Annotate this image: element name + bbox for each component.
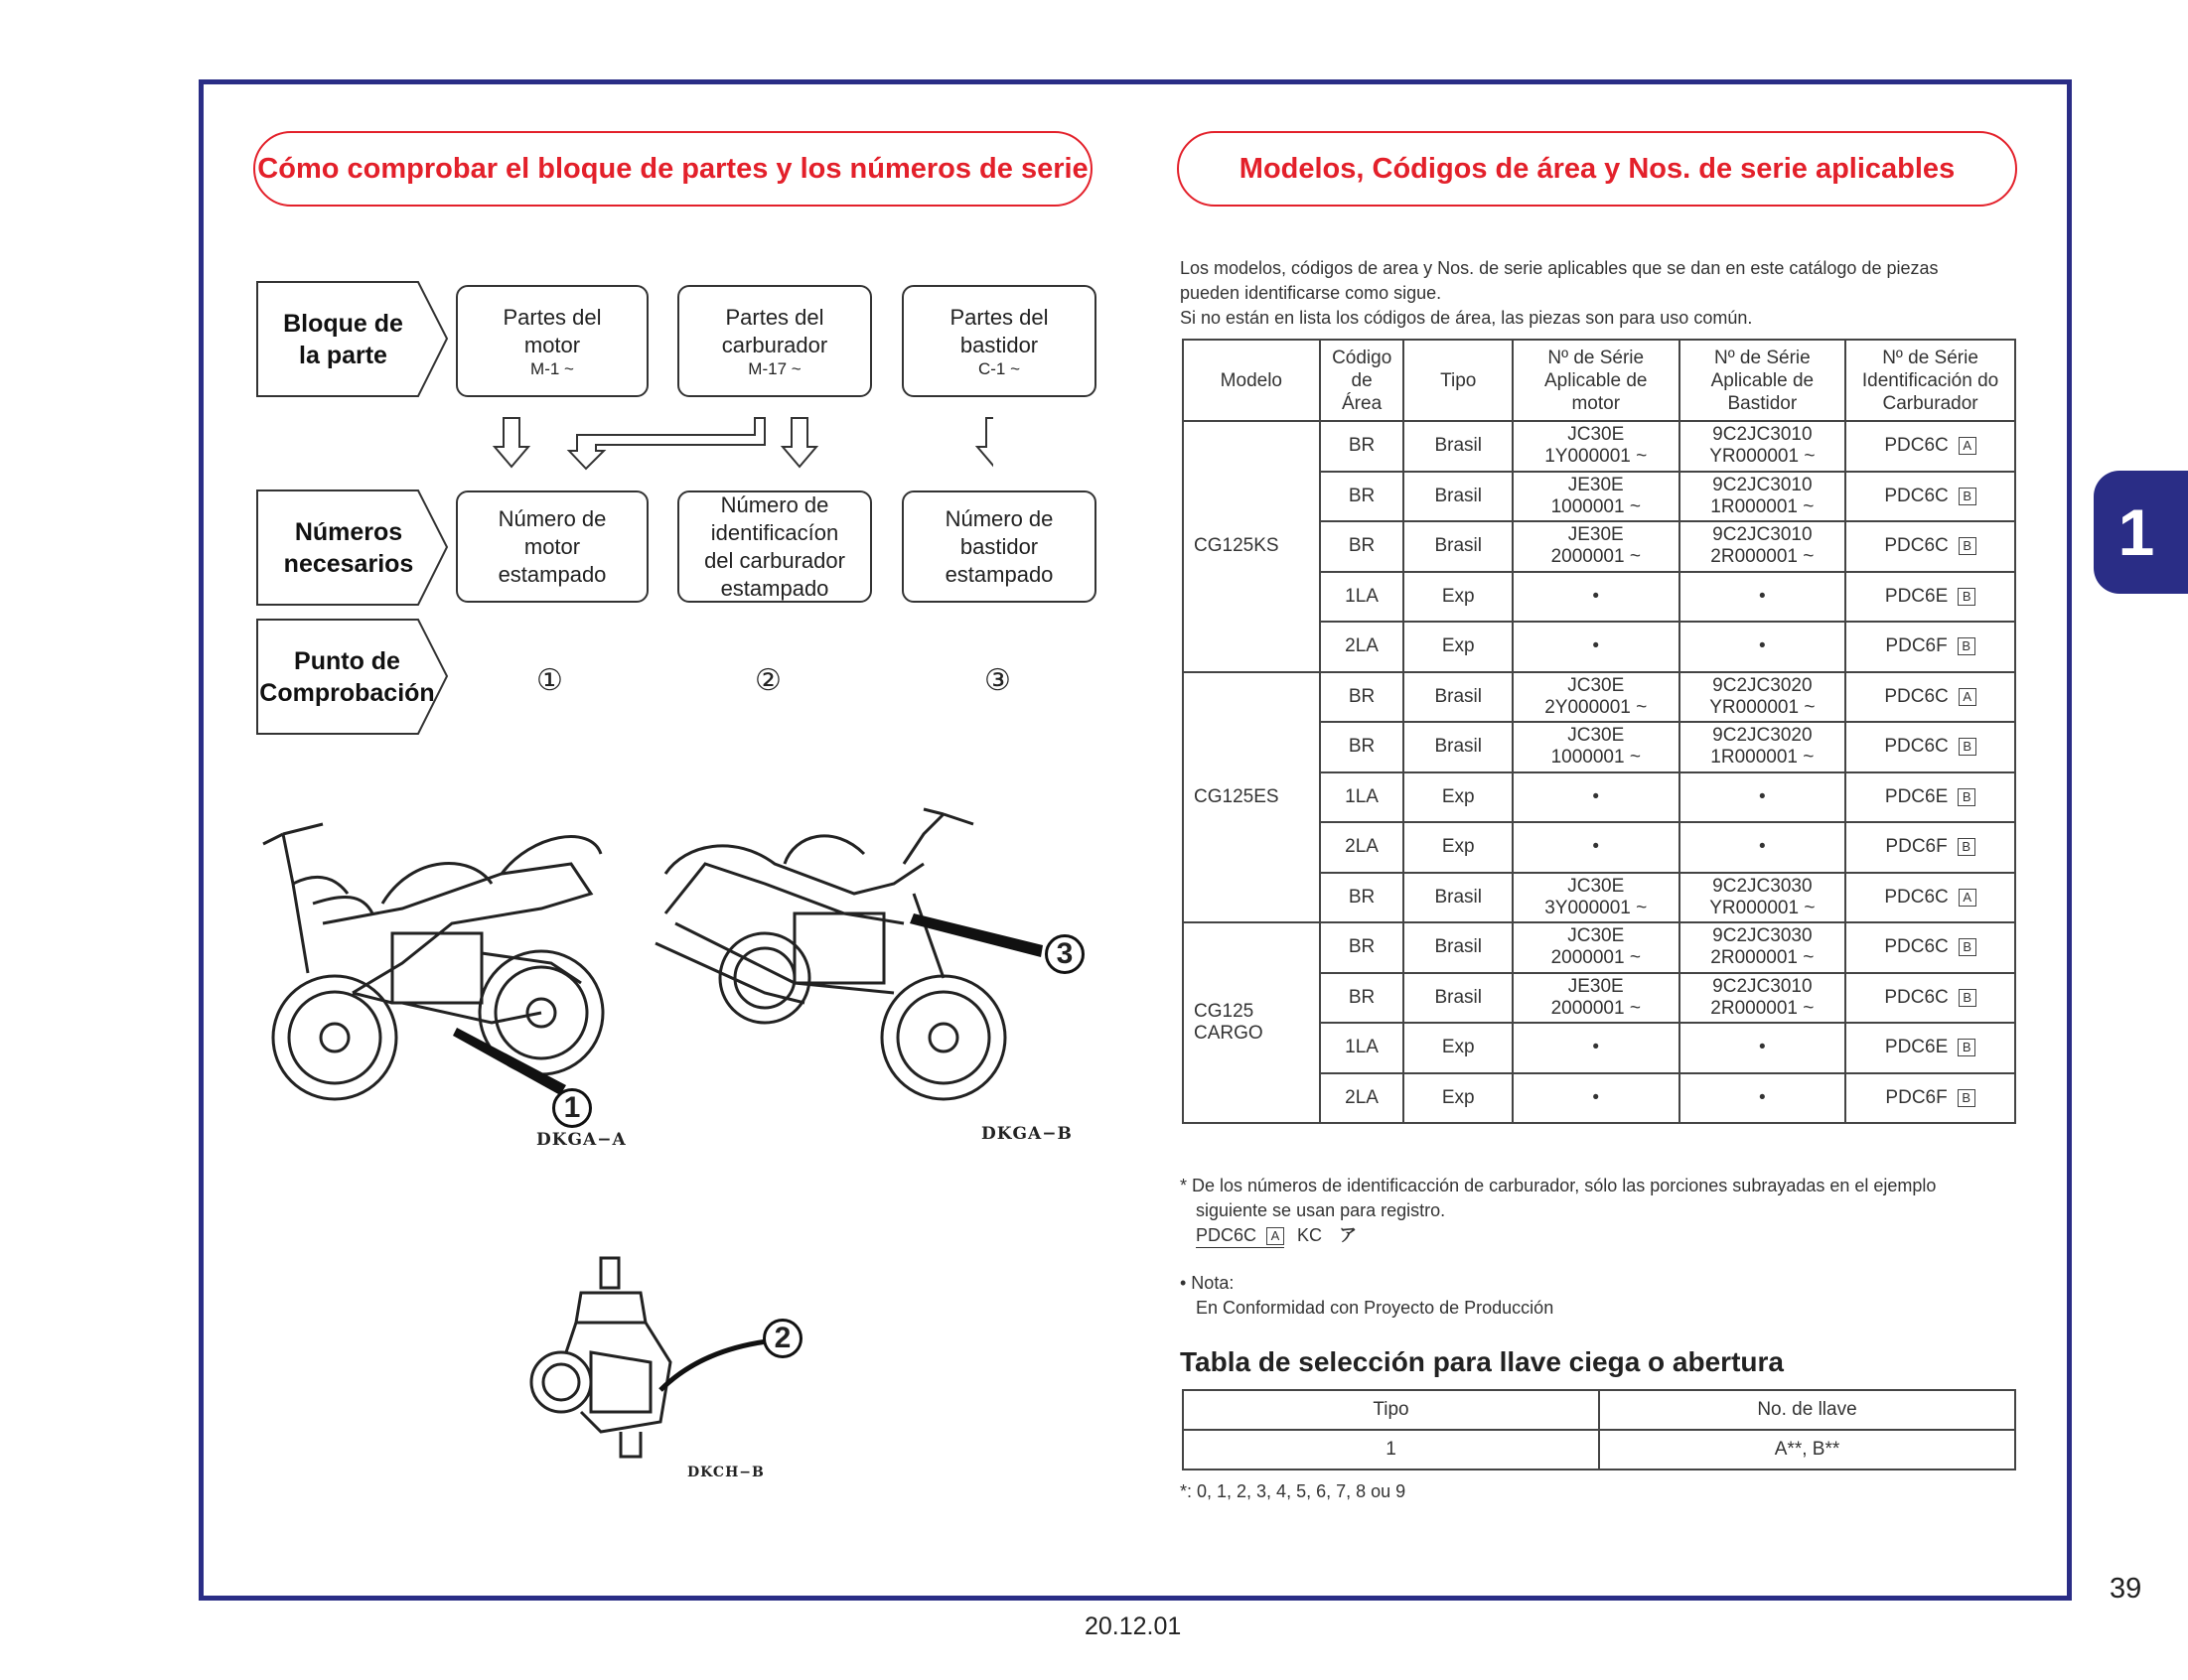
motor-serial-cell [1513,772,1679,823]
motor-serial-line-1: JC30E [1567,875,1625,897]
motor-serial-line-2: 3Y000001 ~ [1544,897,1648,918]
motor-serial-cell [1513,722,1679,772]
carburador-cell [1845,421,2015,472]
model-cell [1183,421,1320,672]
number-box-motor [456,490,649,603]
carburador-mark: A [1959,889,1976,907]
bastidor-serial-cell [1679,822,1846,873]
carburador-cell [1845,1023,2015,1073]
number-box-carburador [677,490,872,603]
number-box-bastidor [902,490,1096,603]
part-motor-code: M-1 ~ [530,358,574,378]
area-cell: 1LA [1320,572,1404,623]
carburador-cell [1845,521,2015,572]
model-name: CG125ES [1194,785,1279,807]
tipo-cell: Brasil [1403,922,1512,973]
motor-serial-cell [1513,1073,1679,1124]
bast-serial-line-2: 2R000001 ~ [1710,546,1815,568]
carburador-cell [1845,873,2015,923]
bast-serial-line-2: YR000001 ~ [1709,446,1816,468]
motor-serial-cell [1513,922,1679,973]
motor-serial-line-1: JE30E [1567,474,1624,495]
models-table-body [1183,421,2015,1123]
intro-line-3: Si no están en lista los códigos de área, las piezas son para uso común. [1180,308,1753,328]
tipo-cell: Exp [1403,622,1512,672]
tipo-cell: Brasil [1403,421,1512,472]
chapter-tab: 1 [2094,471,2188,594]
tipo-cell: Exp [1403,822,1512,873]
bastidor-serial-cell [1679,421,1846,472]
area-cell: 2LA [1320,622,1404,672]
check-point-2: ② [755,664,782,697]
carburador-mark: A [1959,437,1976,455]
carburador-code: PDC6C [1884,485,1949,506]
carburador-code: PDC6F [1885,635,1948,657]
bast-serial-line-2: 1R000001 ~ [1710,495,1815,517]
motor-serial-line-1: • [1592,785,1600,807]
row-header-bloque-label: Bloque de la parte [283,309,403,369]
area-cell: BR [1320,521,1404,572]
bastidor-serial-cell [1679,722,1846,772]
bastidor-serial-cell [1679,772,1846,823]
table-row [1183,672,2015,723]
motor-serial-line-1: • [1592,635,1600,657]
carburador-cell [1845,672,2015,723]
motor-serial-cell [1513,421,1679,472]
carburador-code: PDC6C [1884,886,1949,908]
motor-serial-cell [1513,572,1679,623]
row-header-numeros [256,490,449,606]
motor-serial-cell [1513,1023,1679,1073]
motor-serial-cell [1513,973,1679,1024]
motor-serial-cell [1513,672,1679,723]
row-header-numeros-label: Números necesarios [283,517,414,578]
bast-serial-line-2: 2R000001 ~ [1710,997,1815,1019]
check-point-1: ① [536,664,563,697]
area-cell: BR [1320,672,1404,723]
example-underlined [1196,1225,1284,1248]
carburador-cell [1845,722,2015,772]
motor-serial-line-2: 1000001 ~ [1550,495,1641,517]
bast-serial-line-1: 9C2JC3030 [1712,875,1813,897]
carburador-cell [1845,822,2015,873]
nota-block [1180,1271,1553,1321]
footnote-line-2: siguiente se usan para registro. [1196,1200,1446,1220]
carburador-cell [1845,772,2015,823]
bast-serial-line-1: 9C2JC3010 [1712,524,1813,546]
part-box-motor [456,285,649,397]
part-bastidor-code: C-1 ~ [977,358,1021,378]
model-name: CG125KS [1194,535,1279,557]
bast-serial-line-2: YR000001 ~ [1709,897,1816,918]
part-carburador-label: Partes del carburador [721,304,828,357]
tipo-cell: Brasil [1403,722,1512,772]
carburador-cell [1845,922,2015,973]
motor-serial-line-1: JC30E [1567,925,1625,947]
bast-serial-line-1: 9C2JC3010 [1712,424,1813,446]
motor-serial-line-1: JC30E [1567,725,1625,747]
motor-serial-line-1: JE30E [1567,524,1624,546]
bast-serial-line-1: 9C2JC3020 [1712,674,1813,696]
callout-3: 3 [1045,934,1085,974]
carburador-mark: B [1959,989,1976,1007]
motor-serial-line-1: JE30E [1567,975,1624,997]
footnote-example [1180,1223,1936,1248]
bastidor-serial-cell [1679,873,1846,923]
bastidor-serial-cell [1679,472,1846,522]
part-box-bastidor [902,285,1096,397]
bast-serial-line-2: 1R000001 ~ [1710,747,1815,769]
part-bastidor-label: Partes del bastidor [949,304,1049,357]
carburador-code: PDC6E [1884,1037,1949,1058]
tipo-cell: Exp [1403,1023,1512,1073]
fig-label-b: DKGA−B [981,1124,1073,1144]
carburador-mark: B [1958,1039,1975,1056]
row-header-bloque [256,281,449,397]
bast-serial-line-1: • [1759,635,1766,657]
page-number: 39 [2110,1573,2142,1605]
callout-1: 1 [552,1088,592,1128]
col-header-area: Código de Área [1320,340,1404,421]
area-cell: BR [1320,873,1404,923]
tipo-cell: Brasil [1403,521,1512,572]
carburador-code: PDC6E [1884,785,1949,807]
example-kana: ア [1339,1225,1358,1245]
carburador-mark: A [1959,688,1976,706]
motor-serial-line-2: 1000001 ~ [1550,747,1641,769]
callout-line-3 [904,894,1063,973]
motor-serial-cell [1513,822,1679,873]
carburador-cell [1845,1073,2015,1124]
col-header-carburador: Nº de Série Identificación do Carburador [1845,340,2015,421]
carburador-mark: B [1959,738,1976,756]
bent-arrow-icon [569,418,765,469]
motor-serial-line-2: 2000001 ~ [1550,947,1641,969]
bast-serial-line-1: • [1759,785,1766,807]
carburador-mark: B [1959,537,1976,555]
down-arrow-icon [977,418,993,467]
footnote [1180,1174,1936,1248]
bast-serial-line-1: 9C2JC3020 [1712,725,1813,747]
motor-serial-line-1: JC30E [1567,674,1625,696]
area-cell: BR [1320,922,1404,973]
carburador-mark: B [1959,938,1976,956]
tipo-cell: Exp [1403,1073,1512,1124]
area-cell: BR [1320,421,1404,472]
key-header-tipo: Tipo [1183,1390,1599,1430]
part-motor-label: Partes del motor [503,304,602,357]
carburador-code: PDC6C [1884,685,1949,707]
bastidor-serial-cell [1679,572,1846,623]
motor-serial-cell [1513,622,1679,672]
fig-label-a: DKGA−A [536,1130,627,1150]
area-cell: 2LA [1320,822,1404,873]
bast-serial-line-1: • [1759,585,1766,607]
bastidor-serial-cell [1679,672,1846,723]
callout-line-1 [437,998,596,1097]
key-footnote: *: 0, 1, 2, 3, 4, 5, 6, 7, 8 ou 9 [1180,1481,1406,1501]
bast-serial-line-1: • [1759,1086,1766,1108]
callout-2: 2 [763,1319,802,1358]
bastidor-serial-cell [1679,1023,1846,1073]
carburador-code: PDC6C [1884,535,1949,557]
area-cell: BR [1320,472,1404,522]
tipo-cell: Exp [1403,772,1512,823]
bast-serial-line-1: 9C2JC3030 [1712,925,1813,947]
row-header-punto [256,619,449,735]
model-cell [1183,922,1320,1123]
down-arrow-icon [495,418,528,467]
bastidor-serial-cell [1679,922,1846,973]
carburador-cell [1845,622,2015,672]
bastidor-serial-cell [1679,622,1846,672]
carburador-code: PDC6C [1884,435,1949,457]
carburador-mark: B [1958,1089,1975,1107]
motor-serial-line-2: 2000001 ~ [1550,546,1641,568]
area-cell: BR [1320,973,1404,1024]
area-cell: 2LA [1320,1073,1404,1124]
carburador-code: PDC6F [1885,836,1948,858]
carburador-mark: B [1958,588,1975,606]
example-code: PDC6C [1196,1225,1257,1245]
number-bastidor-label: Número de bastidor estampado [945,505,1054,587]
carburador-code: PDC6C [1884,986,1949,1008]
number-carburador-label: Número de identificacíon del carburador estampado [704,491,845,601]
part-carburador-code: M-17 ~ [748,358,802,378]
tipo-cell: Brasil [1403,472,1512,522]
bast-serial-line-1: • [1759,1037,1766,1058]
nota-label: • Nota: [1180,1273,1235,1293]
motor-serial-line-2: 2Y000001 ~ [1544,696,1648,718]
left-section-title: Cómo comprobar el bloque de partes y los números de serie [253,131,1093,207]
intro-line-1: Los modelos, códigos de area y Nos. de serie aplicables que se dan en este catálogo de piezas [1180,258,1939,278]
area-cell: 1LA [1320,1023,1404,1073]
tipo-cell: Brasil [1403,973,1512,1024]
carburador-cell [1845,973,2015,1024]
check-point-3: ③ [984,664,1011,697]
motor-serial-line-2: 1Y000001 ~ [1544,446,1648,468]
motor-serial-cell [1513,873,1679,923]
tipo-cell: Exp [1403,572,1512,623]
part-box-carburador [677,285,872,397]
col-header-bastidor: Nº de Série Aplicable de Bastidor [1679,340,1846,421]
bastidor-serial-cell [1679,521,1846,572]
down-arrow-icon [783,418,816,467]
bastidor-serial-cell [1679,1073,1846,1124]
col-header-motor: Nº de Série Aplicable de motor [1513,340,1679,421]
bast-serial-line-1: • [1759,836,1766,858]
carburador-code: PDC6E [1884,585,1949,607]
tipo-cell: Brasil [1403,873,1512,923]
key-table-title: Tabla de selección para llave ciega o abertura [1180,1346,1784,1377]
col-header-tipo: Tipo [1403,340,1512,421]
motor-serial-line-2: 2000001 ~ [1550,997,1641,1019]
example-rest: KC [1297,1225,1323,1245]
table-row [1183,922,2015,973]
right-section-title: Modelos, Códigos de área y Nos. de serie aplicables [1177,131,2017,207]
col-header-modelo: Modelo [1183,340,1320,421]
table-row [1183,421,2015,472]
model-cell [1183,672,1320,923]
bast-serial-line-1: 9C2JC3010 [1712,474,1813,495]
number-motor-label: Número de motor estampado [498,505,607,587]
carburador-mark: B [1958,637,1975,655]
flow-arrows [0,415,993,494]
key-row [1183,1430,2015,1470]
bast-serial-line-1: 9C2JC3010 [1712,975,1813,997]
bast-serial-line-2: 2R000001 ~ [1710,947,1815,969]
motor-serial-line-1: JC30E [1567,424,1625,446]
bastidor-serial-cell [1679,973,1846,1024]
bast-serial-line-2: YR000001 ~ [1709,696,1816,718]
key-header-llave: No. de llave [1599,1390,2015,1430]
carburador-code: PDC6C [1884,936,1949,958]
carburador-mark: B [1958,788,1975,806]
motor-serial-cell [1513,472,1679,522]
key-table [1182,1389,2016,1470]
intro-text [1180,256,2054,331]
area-cell: BR [1320,722,1404,772]
tipo-cell: Brasil [1403,672,1512,723]
motor-serial-cell [1513,521,1679,572]
motor-serial-line-1: • [1592,836,1600,858]
carburador-code: PDC6C [1884,736,1949,758]
models-table [1182,339,2016,1124]
table-header-row [1183,340,2015,421]
key-cell-tipo: 1 [1183,1430,1599,1470]
carburador-code: PDC6F [1885,1086,1948,1108]
carburador-cell [1845,472,2015,522]
carburador-mark: B [1959,488,1976,505]
key-header-row [1183,1390,2015,1430]
motor-serial-line-1: • [1592,1086,1600,1108]
carburador-mark: B [1958,838,1975,856]
print-date: 20.12.01 [1085,1612,1182,1640]
row-header-punto-label: Punto de Comprobación [259,646,435,707]
area-cell: 1LA [1320,772,1404,823]
nota-text: En Conformidad con Proyecto de Producción [1196,1298,1554,1318]
model-name: CG125 CARGO [1194,1001,1263,1044]
fig-label-c: DKCH−B [687,1465,765,1480]
example-mark: A [1266,1227,1284,1245]
key-cell-llave: A**, B** [1599,1430,2015,1470]
footnote-line-1: * De los números de identificacción de carburador, sólo las porciones subrayadas en el ejemplo [1180,1176,1937,1195]
motor-serial-line-1: • [1592,585,1600,607]
intro-line-2: pueden identificarse como sigue. [1180,283,1442,303]
carburador-cell [1845,572,2015,623]
motor-serial-line-1: • [1592,1037,1600,1058]
